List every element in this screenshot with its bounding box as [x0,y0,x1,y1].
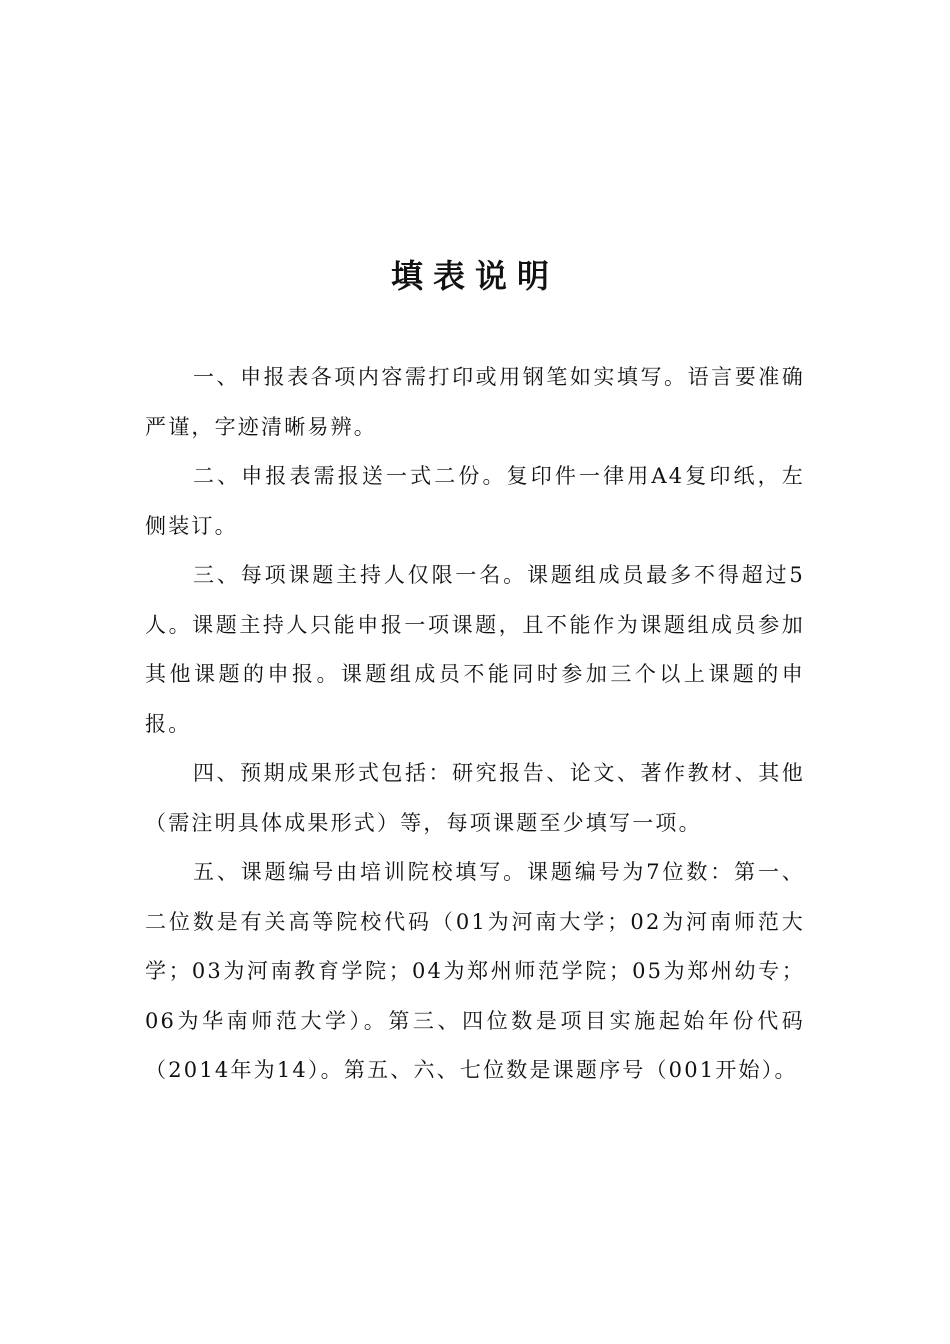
instruction-paragraph-5: 五、课题编号由培训院校填写。课题编号为7位数：第一、二位数是有关高等院校代码（01为河南大学；02为河南师范大学；03为河南教育学院；04为郑州师范学院；05为郑州幼专；06为华南师范大学）。第三、四位数是项目实施起始年份代码（2014年为14）。第五、六、七位数是课题序号（001开始）。 [145,860,805,1082]
instruction-paragraph-3: 三、每项课题主持人仅限一名。课题组成员最多不得超过5人。课题主持人只能申报一项课题，且不能作为课题组成员参加其他课题的申报。课题组成员不能同时参加三个以上课题的申报。 [145,563,805,736]
instruction-paragraph-1: 一、申报表各项内容需打印或用钢笔如实填写。语言要准确严谨，字迹清晰易辨。 [145,365,805,439]
page-title: 填表说明 [390,257,559,295]
instruction-paragraph-4: 四、预期成果形式包括：研究报告、论文、著作教材、其他（需注明具体成果形式）等，每项课题至少填写一项。 [145,761,805,835]
instruction-paragraph-2: 二、申报表需报送一式二份。复印件一律用A4复印纸，左侧装订。 [145,464,805,538]
instructions-body [145,353,805,1096]
